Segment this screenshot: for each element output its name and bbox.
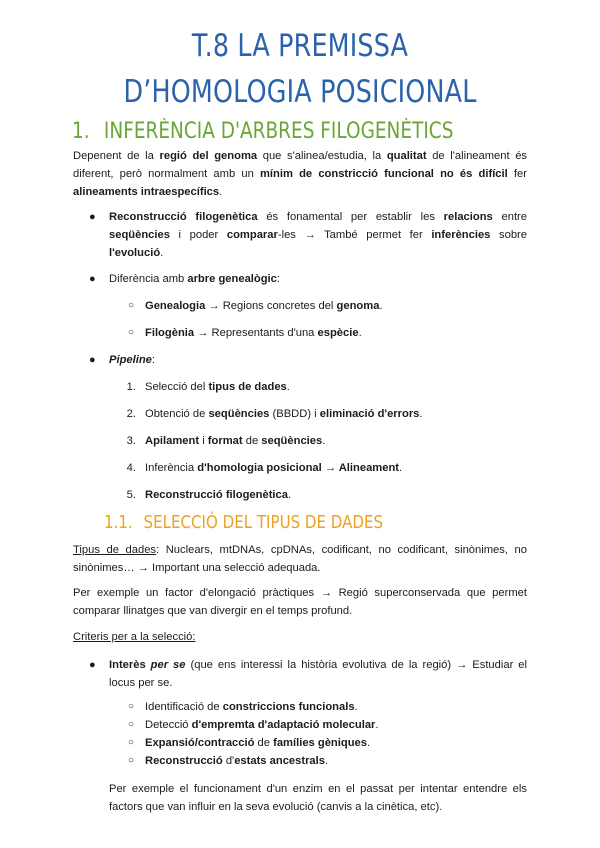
step-number: 1. <box>126 381 136 393</box>
bullet-icon: ● <box>89 273 96 285</box>
criteria-sub-2: Detecció d'empremta d'adaptació molecular. <box>145 719 379 731</box>
step-number: 5. <box>126 489 136 501</box>
document-title-line-1: T.8 LA PREMISSA <box>191 28 409 64</box>
criteria-sub-4: Reconstrucció d'estats ancestrals. <box>145 755 329 767</box>
document-title-line-2: D’HOMOLOGIA POSICIONAL <box>123 74 477 110</box>
pipeline-step-3: Apilament i format de seqüències. <box>145 435 326 447</box>
section-1-1-heading <box>104 513 383 533</box>
criteria-sub-1: Identificació de constriccions funcionals. <box>145 701 358 713</box>
data-types-paragraph: Tipus de dades: Nuclears, mtDNAs, cpDNAs, codificant, no codificant, sinònimes, no sinònimes… → Important una selecció adequada. <box>73 544 527 574</box>
pipeline-step-4: Inferència d'homologia posicional → Alineament. <box>145 462 403 474</box>
bullet-icon: ● <box>89 211 96 223</box>
criteria-sub-3: Expansió/contracció de famílies gèniques. <box>145 737 371 749</box>
sub-genealogia: Genealogia → Regions concretes del genoma. <box>145 300 383 312</box>
bullet-pipeline: Pipeline: <box>109 354 156 366</box>
circle-bullet-icon: ○ <box>128 737 135 748</box>
bullet-interes: Interès per se (que ens interessi la història evolutiva de la regió) → Estudiar el locus per se. <box>109 659 527 689</box>
criteria-label: Criteris per a la selecció: <box>73 631 196 643</box>
circle-bullet-icon: ○ <box>128 755 135 766</box>
pipeline-step-1: Selecció del tipus de dades. <box>145 381 290 393</box>
section-1-1-title: SELECCIÓ DEL TIPUS DE DADES <box>143 513 384 533</box>
section-1-1-number: 1.1. <box>104 513 133 533</box>
example-paragraph-1: Per exemple un factor d'elongació pràctiques → Regió superconservada que permet comparar llinatges que van divergir en el temps profund. <box>73 587 527 617</box>
bullet-icon: ● <box>89 354 96 366</box>
section-1-heading <box>72 119 453 144</box>
bullet-icon: ● <box>89 659 96 671</box>
circle-bullet-icon: ○ <box>128 300 135 311</box>
pipeline-step-5: Reconstrucció filogenètica. <box>145 489 292 501</box>
step-number: 4. <box>126 462 136 474</box>
intro-paragraph: Depenent de la regió del genoma que s'alinea/estudia, la qualitat de l'alineament és diferent, però normalment amb un mínim de constricció funcional no és difícil fer alineaments intraespecífics. <box>73 150 528 198</box>
step-number: 2. <box>126 408 136 420</box>
bullet-diferencia: Diferència amb arbre genealògic: <box>109 273 281 285</box>
circle-bullet-icon: ○ <box>128 327 135 338</box>
section-1-number: 1. <box>72 119 90 144</box>
section-1-title: INFERÈNCIA D'ARBRES FILOGENÈTICS <box>103 119 454 144</box>
circle-bullet-icon: ○ <box>128 719 135 730</box>
circle-bullet-icon: ○ <box>128 701 135 712</box>
example-paragraph-2: Per exemple el funcionament d'un enzim en el passat per intentar entendre els factors que van influir en la seva evolució (canvis a la cinètica, etc). <box>109 783 527 813</box>
sub-filogenia: Filogènia → Representants d'una espècie. <box>145 327 362 339</box>
step-number: 3. <box>126 435 136 447</box>
pipeline-step-2: Obtenció de seqüències (BBDD) i eliminació d'errors. <box>145 408 423 420</box>
bullet-reconstruccio: Reconstrucció filogenètica és fonamental per establir les relacions entre seqüències i poder comparar-les → També permet fer inferències sobre l'evolució. <box>109 211 528 259</box>
